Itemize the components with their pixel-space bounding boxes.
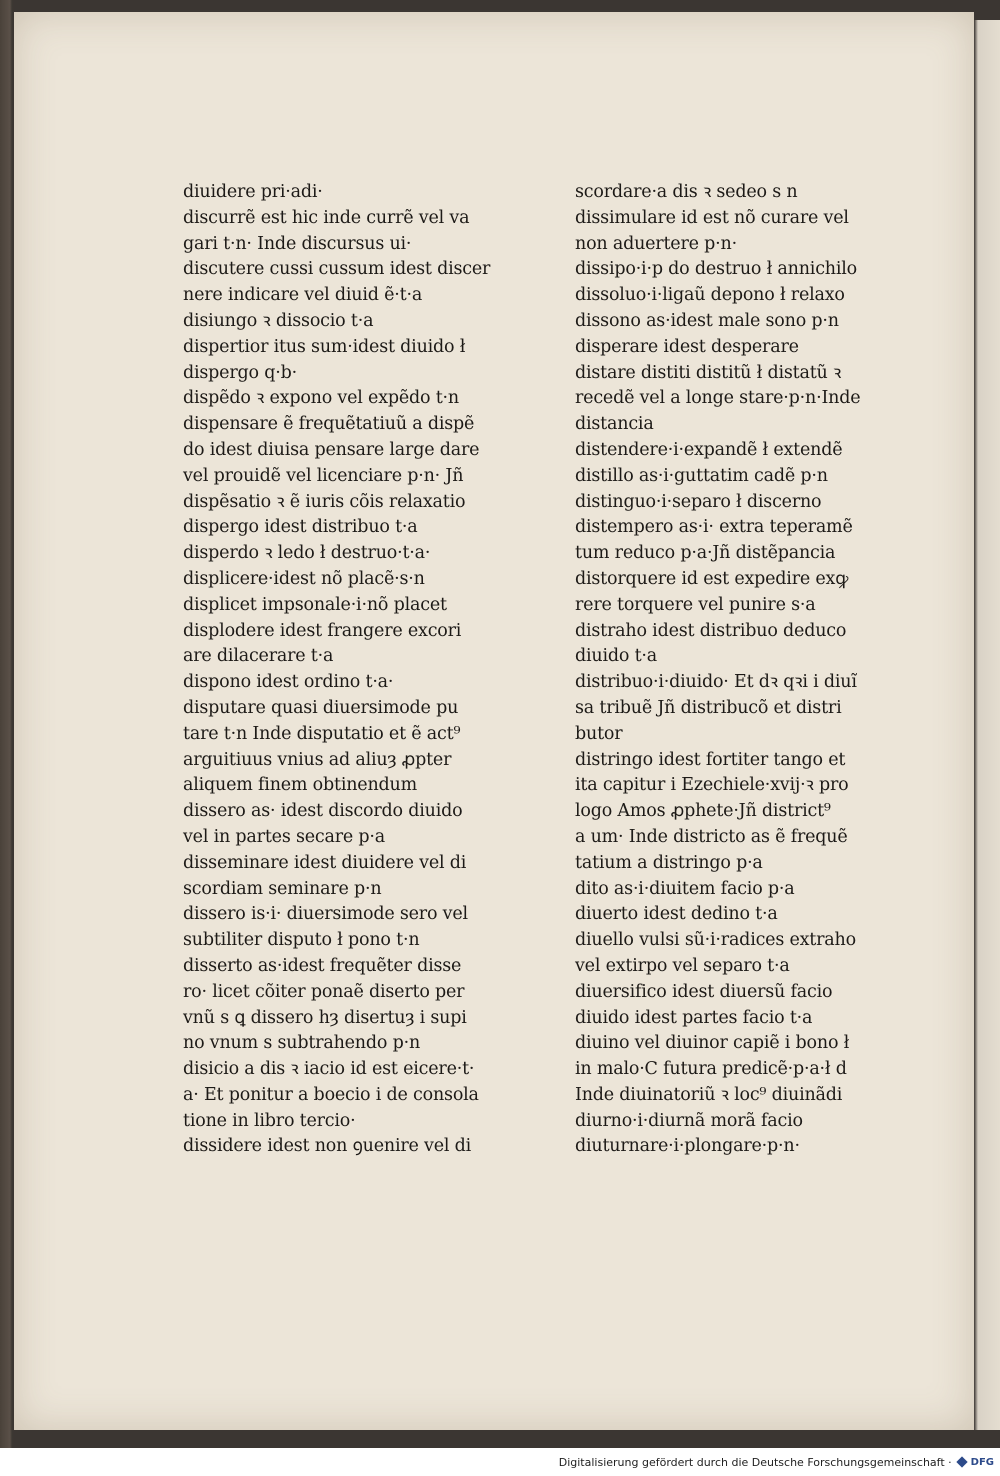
text-line: distillo as·i·guttatim cadẽ p·n xyxy=(575,465,828,486)
text-line: distinguo·i·separo ł discerno xyxy=(575,491,822,512)
dfg-logo xyxy=(958,1457,994,1468)
text-line: gari t·n· Inde discursus ui· xyxy=(183,233,412,254)
text-line: dissimulare id est nõ curare vel xyxy=(575,207,849,228)
text-line: scordare·a dis ꝛ sedeo s n xyxy=(575,182,798,202)
text-line: diuido t·a xyxy=(575,646,657,667)
adjacent-page-edge xyxy=(974,20,1000,1430)
right-text-column xyxy=(575,180,895,1160)
text-line: a· Et ponitur a boecio i de consola xyxy=(183,1084,479,1105)
text-line: diuidere pri·adi· xyxy=(183,182,323,202)
text-line: disseminare idest diuidere vel di xyxy=(183,852,467,873)
text-line: distribuo·i·diuido· Et dꝛ qꝛi i diuĩ xyxy=(575,672,857,693)
text-line: displodere idest frangere excori xyxy=(183,620,462,641)
text-line: dispono idest ordino t·a· xyxy=(183,672,394,693)
text-line: dispergo q·b· xyxy=(183,362,297,383)
text-line: dissipo·i·p do destruo ł annichilo xyxy=(575,259,858,280)
text-line: dissoluo·i·ligaũ depono ł relaxo xyxy=(575,285,845,306)
text-line: ro· licet cõiter ponaẽ diserto per xyxy=(183,981,465,1002)
text-line: dito as·i·diuitem facio p·a xyxy=(575,878,795,899)
text-line: distorquere id est expedire exꝙ xyxy=(575,568,849,589)
text-line: disputare quasi diuersimode pu xyxy=(183,697,459,718)
text-line: distraho idest distribuo deduco xyxy=(575,620,847,641)
text-line: disperdo ꝛ ledo ł destruo·t·a· xyxy=(183,543,431,564)
text-line: tione in libro tercio· xyxy=(183,1110,356,1131)
text-line: disiungo ꝛ dissocio t·a xyxy=(183,310,374,331)
text-line: arguitiuus vnius ad aliuȝ ꝓpter xyxy=(183,749,452,770)
text-line: sa tribuẽ Jñ distribucõ et distri xyxy=(575,697,842,718)
text-line: a um· Inde districto as ẽ frequẽ xyxy=(575,826,848,847)
text-line: dispẽdo ꝛ expono vel expẽdo t·n xyxy=(183,388,459,409)
dfg-diamond-icon xyxy=(956,1456,967,1467)
text-line: distare distiti distitũ ł distatũ ꝛ xyxy=(575,362,842,383)
dfg-logo-text: DFG xyxy=(970,1456,994,1468)
text-line: dispertior itus sum·idest diuido ł xyxy=(183,336,466,357)
text-line: distempero as·i· extra teperamẽ xyxy=(575,517,853,538)
text-line: subtiliter disputo ł pono t·n xyxy=(183,930,420,951)
text-line: vel in partes secare p·a xyxy=(183,826,386,847)
text-line: vel prouidẽ vel licenciare p·n· Jñ xyxy=(183,465,464,486)
text-line: Inde diuinatoriũ ꝛ loc⁹ diuinãdi xyxy=(575,1084,843,1105)
left-text-column xyxy=(183,180,513,1160)
text-line: dispergo idest distribuo t·a xyxy=(183,517,418,538)
text-line: tare t·n Inde disputatio et ẽ act⁹ xyxy=(183,723,461,744)
text-line: discurrẽ est hic inde currẽ vel va xyxy=(183,207,470,228)
text-line: distancia xyxy=(575,414,654,435)
text-line: disserto as·idest frequẽter disse xyxy=(183,955,462,976)
text-line: distringo idest fortiter tango et xyxy=(575,749,846,770)
text-line: scordiam seminare p·n xyxy=(183,878,382,899)
text-line: dispensare ẽ frequẽtatiuũ a dispẽ xyxy=(183,414,475,435)
text-line: non aduertere p·n· xyxy=(575,233,737,254)
text-line: rere torquere vel punire s·a xyxy=(575,594,816,615)
text-line: recedẽ vel a longe stare·p·n·Inde xyxy=(575,388,861,409)
text-line: diuersifico idest diuersũ facio xyxy=(575,981,833,1002)
text-line: diuello vulsi sũ·i·radices extraho xyxy=(575,930,856,951)
text-line: tatium a distringo p·a xyxy=(575,852,763,873)
text-line: ita capitur i Ezechiele·xvij·ꝛ pro xyxy=(575,775,849,796)
text-line: logo Amos ꝓphete·Jñ district⁹ xyxy=(575,801,831,822)
text-line: nere indicare vel diuid ẽ·t·a xyxy=(183,285,423,306)
footer-credit: Digitalisierung gefördert durch die Deutsche Forschungsgemeinschaft · xyxy=(558,1455,952,1469)
text-line: butor xyxy=(575,723,623,744)
text-line: are dilacerare t·a xyxy=(183,646,334,667)
text-line: diuino vel diuinor capiẽ i bono ł xyxy=(575,1033,850,1054)
text-line: vel extirpo vel separo t·a xyxy=(575,955,790,976)
text-line: disperare idest desperare xyxy=(575,336,799,357)
text-line: distendere·i·expandẽ ł extendẽ xyxy=(575,439,843,460)
text-line: diuerto idest dedino t·a xyxy=(575,904,778,925)
text-line: do idest diuisa pensare large dare xyxy=(183,439,480,460)
text-line: dissero is·i· diuersimode sero vel xyxy=(183,904,468,925)
text-line: diuido idest partes facio t·a xyxy=(575,1007,813,1028)
text-line: displicere·idest nõ placẽ·s·n xyxy=(183,568,425,589)
text-line: tum reduco p·a·Jñ distẽpancia xyxy=(575,543,836,564)
text-line: vnũ s ꝗ dissero hȝ disertuȝ i supi xyxy=(183,1007,467,1028)
text-line: discutere cussi cussum idest discer xyxy=(183,259,491,280)
text-line: dissono as·idest male sono p·n xyxy=(575,310,839,331)
text-line: aliquem finem obtinendum xyxy=(183,775,418,796)
text-line: displicet impsonale·i·nõ placet xyxy=(183,594,447,615)
text-line: dispẽsatio ꝛ ẽ iuris cõis relaxatio xyxy=(183,491,466,512)
text-line: no vnum s subtrahendo p·n xyxy=(183,1033,421,1054)
text-line: dissero as· idest discordo diuido xyxy=(183,801,463,822)
text-line: dissidere idest non ꝯuenire vel di xyxy=(183,1136,472,1157)
text-line: diurno·i·diurnã morã facio xyxy=(575,1110,803,1131)
text-line: disicio a dis ꝛ iacio id est eicere·t· xyxy=(183,1059,475,1080)
digitization-footer xyxy=(0,1448,1000,1476)
text-line: diuturnare·i·plongare·p·n· xyxy=(575,1136,800,1157)
text-line: in malo·C futura predicẽ·p·a·ł d xyxy=(575,1059,847,1080)
